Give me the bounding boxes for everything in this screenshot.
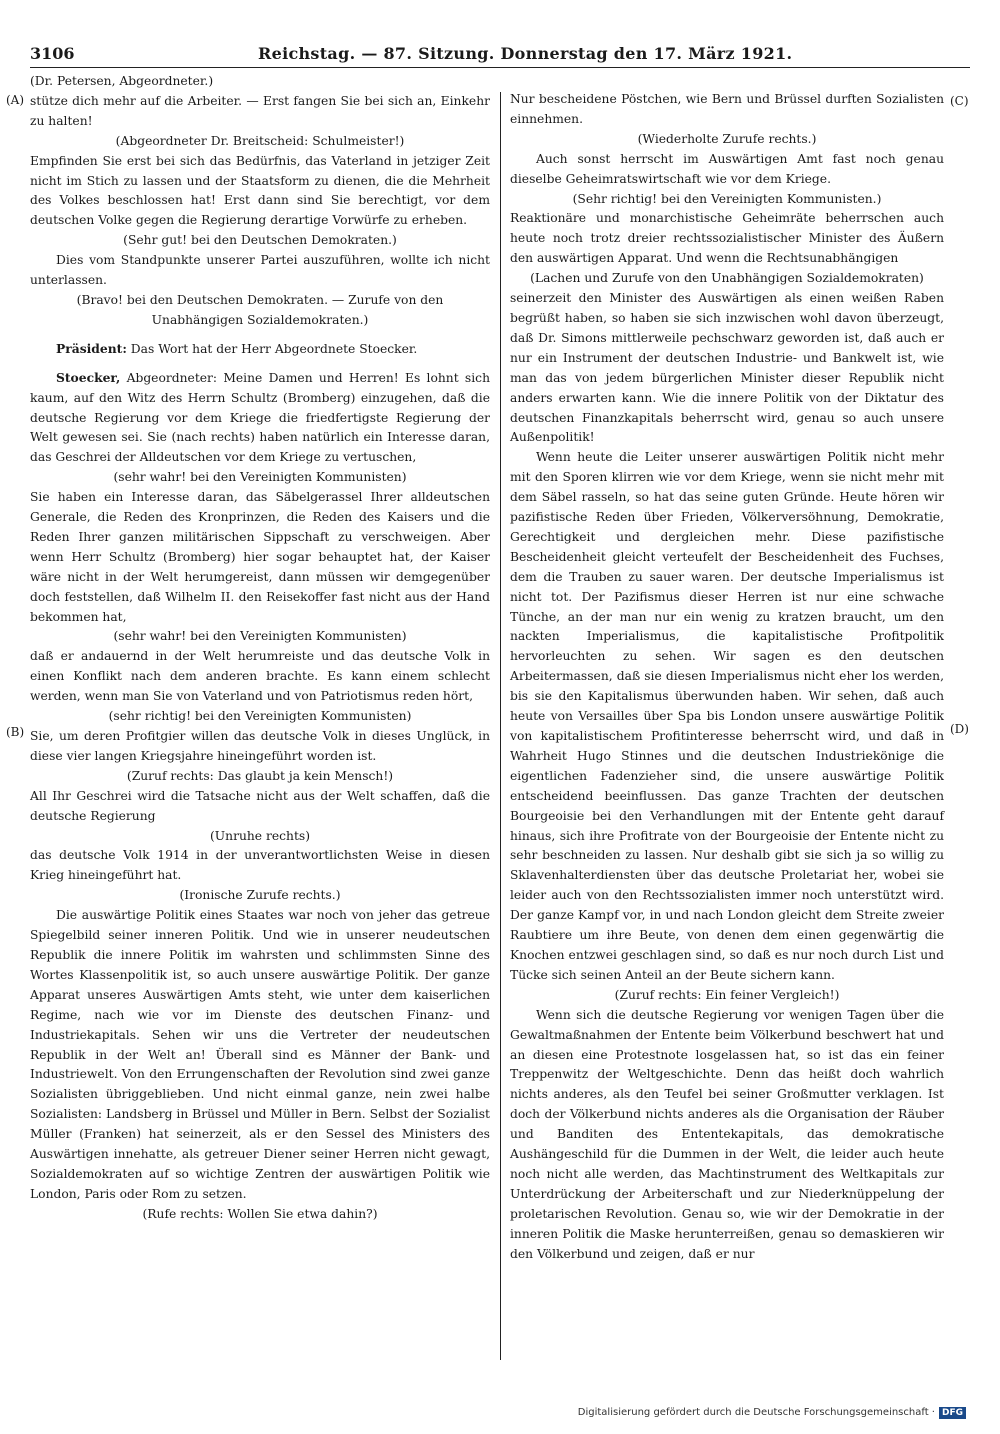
paragraph-text: (sehr wahr! bei den Vereinigten Kommunisten) <box>113 470 407 485</box>
paragraph <box>30 291 490 331</box>
speaker-label: Stoecker, <box>56 369 121 385</box>
paragraph-text: (Sehr richtig! bei den Vereinigten Kommunisten.) <box>572 191 882 206</box>
paragraph <box>30 846 490 886</box>
paragraph-text: (Wiederholte Zurufe rechts.) <box>637 131 817 146</box>
paragraph <box>510 986 944 1006</box>
paragraph-text: Abgeordneter: Meine Damen und Herren! Es lohnt sich kaum, auf den Witz des Herrn Schultz (Bromberg) einzugehen, daß die deutsche Regierung vor dem Kriege die friedfertigste Regierung der Welt gewesen sei. Sie (nach rechts) haben natürlich ein Interesse daran, das Geschrei der Alldeutschen vor dem Kriege zu vertuschen, <box>30 370 490 465</box>
footer-credit <box>578 1407 966 1419</box>
paragraph-text: Die auswärtige Politik eines Staates war noch von jeher das getreue Spiegelbild seiner inneren Politik. Und wie in unserer neudeutschen Republik die innere Politik im wahrsten und schlimmsten Sinne des Wortes Klassenpolitik ist, so auch unsere auswärtige Politik. Der ganze Apparat unseres Auswärtigen Amts steht, wie unter dem kaiserlichen Regime, nach wie vor im Dienste des deutschen Finanz- und Industriekapitals. Sehen wir uns die Vertreter der neudeutschen Republik in der Welt an! Überall sind es Männer der Bank- und Industriewelt. Von den Errungenschaften der Revolution sind zwei ganze Sozialisten übriggeblieben. Und nicht einmal ganze, nein zwei halbe Sozialisten: Landsberg in Brüssel und Müller in Bern. Selbst der Sozialist Müller (Franken) hat seinerzeit, als er den Sessel des Ministers des Auswärtigen innehatte, als getreuer Diener seiner Herren nicht gewagt, Sozialdemokraten auf so wichtige Zentren der auswärtigen Politik wie London, Paris oder Rom zu setzen. <box>30 908 490 1201</box>
paragraph-text: Sie haben ein Interesse daran, das Säbelgerassel Ihrer alldeutschen Generale, die Reden des Kronprinzen, die Reden des Kaisers und die Reden Ihrer ganzen militärischen Sippschaft zu verschweigen. Aber wenn Herr Schultz (Bromberg) hier sogar behauptet hat, der Kaiser wäre nicht in der Welt herumgereist, dann müssen wir demgegenüber doch feststellen, daß Wilhelm II. den Reisekoffer fast nicht aus der Hand bekommen hat, <box>30 490 490 624</box>
paragraph-text: (sehr wahr! bei den Vereinigten Kommunisten) <box>113 629 407 644</box>
right-text-column <box>510 90 944 1264</box>
paragraph <box>30 1205 490 1225</box>
page-running-title: Reichstag. — 87. Sitzung. Donnerstag den 17. März 1921. <box>258 44 793 63</box>
paragraph-text: (Bravo! bei den Deutschen Demokraten. — Zurufe von den Unabhängigen Sozialdemokraten.) <box>76 292 444 327</box>
paragraph-text: (sehr richtig! bei den Vereinigten Kommunisten) <box>108 709 412 724</box>
paragraph-text: (Unruhe rechts) <box>210 828 310 843</box>
paragraph <box>30 468 490 488</box>
footer-text: Digitalisierung gefördert durch die Deutsche Forschungsgemeinschaft · <box>577 1407 935 1418</box>
header-rule <box>30 67 970 68</box>
speaker-label: Präsident: <box>56 340 127 356</box>
paragraph-text: seinerzeit den Minister des Auswärtigen als einen weißen Raben begrüßt haben, so haben sie sich inzwischen wohl davon überzeugt, daß Dr. Simons mittlerweile pechschwarz geworden ist, daß auch er nur ein Instrument der deutschen Industrie- und Bankwelt ist, wie man das von jedem bürgerlichen Minister dieser Republik nicht anders erwarten kann. Wie die innere Politik von der Diktatur des deutschen Finanzkapitals beherrscht wird, genau so auch unsere Außenpolitik! <box>510 291 944 445</box>
paragraph-text: das deutsche Volk 1914 in der unverantwortlichsten Weise in diesen Krieg hineingeführt hat. <box>30 848 490 883</box>
paragraph-text: Sie, um deren Profitgier willen das deutsche Volk in dieses Unglück, in diese vier langen Kriegsjahre hineingeführt worden ist. <box>30 729 490 763</box>
margin-marker-d: (D) <box>950 722 969 736</box>
paragraph-text: daß er andauernd in der Welt herumreiste und das deutsche Volk in einen Konflikt nach dem anderen brachte. Es kann einem schlecht werden, wenn man Sie von Vaterland und von Patriotismus reden hört, <box>30 649 490 704</box>
paragraph-text: Nur bescheidene Pöstchen, wie Bern und Brüssel durften Sozialisten einnehmen. <box>510 92 944 126</box>
paragraph-text: (Sehr gut! bei den Deutschen Demokraten.) <box>123 233 397 248</box>
paragraph-text: stütze dich mehr auf die Arbeiter. — Erst fangen Sie bei sich an, Einkehr zu halten! <box>30 93 490 128</box>
paragraph <box>30 72 490 92</box>
paragraph <box>510 209 944 269</box>
paragraph <box>510 448 944 985</box>
paragraph-text: Das Wort hat der Herr Abgeordnete Stoecker. <box>130 341 418 356</box>
paragraph-text: (Ironische Zurufe rechts.) <box>179 888 341 903</box>
paragraph-text: All Ihr Geschrei wird die Tatsache nicht aus der Welt schaffen, daß die deutsche Regierung <box>30 788 490 823</box>
paragraph <box>30 627 490 647</box>
paragraph <box>30 251 490 291</box>
paragraph <box>510 1006 944 1265</box>
paragraph <box>30 787 490 827</box>
paragraph <box>30 906 490 1205</box>
paragraph-text: (Dr. Petersen, Abgeordneter.) <box>30 74 214 88</box>
paragraph-text: Dies vom Standpunkte unserer Partei auszuführen, wollte ich nicht unterlassen. <box>30 253 490 288</box>
paragraph-text: Reaktionäre und monarchistische Geheimräte beherrschen auch heute noch trotz dreier rechtssozialistischer Minister des Äußern den auswärtigen Apparat. Und wenn die Rechtsunabhängigen <box>510 211 944 266</box>
paragraph-text: (Zuruf rechts: Ein feiner Vergleich!) <box>614 987 840 1002</box>
margin-marker-b: (B) <box>6 725 25 739</box>
paragraph <box>30 886 490 906</box>
paragraph <box>510 90 944 130</box>
paragraph <box>510 150 944 190</box>
paragraph <box>30 707 490 727</box>
paragraph <box>30 92 490 132</box>
paragraph-text: (Rufe rechts: Wollen Sie etwa dahin?) <box>142 1206 378 1221</box>
paragraph <box>30 152 490 232</box>
paragraph <box>30 339 490 360</box>
paragraph-text: Wenn heute die Leiter unserer auswärtigen Politik nicht mehr mit den Sporen klirren wie vor dem Kriege, wenn sie nicht mehr mit dem Säbel rasseln, so hat das seine guten Gründe. Heute hören wir pazifistische Reden über Frieden, Völkerversöhnung, Demokratie, Gerechtigkeit und dergleichen mehr. Diese pazifistische Bescheidenheit gleicht verteufelt der Bescheidenheit des Fuchses, dem die Trauben zu sauer waren. Der deutsche Imperialismus ist nicht tot. Der Pazifismus dieser Herren ist nur eine schwache Tünche, an der man nur ein wenig zu kratzen braucht, um den nackten Imperialismus, die kapitalistische Profitpolitik hervorleuchten zu sehen. Wir sagen es den deutschen Arbeitermassen, daß sie diesen Imperialismus nicht eher los werden, bis sie den Kapitalismus überwunden haben. Wir sehen, daß auch heute von Versailles über Spa bis London unsere auswärtige Politik von kapitalistischem Profitinteresse beherrscht wird, und daß in Wahrheit Hugo Stinnes und die deutschen Industriekönige die eigentlichen Fadenzieher sind, die unsere auswärtige Politik entscheidend beeinflussen. Das ganze Trachten der deutschen Bourgeoisie bei den Verhandlungen mit der Entente geht darauf hinaus, sich ihre Profitrate von der Bourgeoisie der Entente nicht zu sehr beschneiden zu lassen. Nur deshalb gibt sie sich ja so willig zu Sklavenhalterdiensten über das deutsche Proletariat her, wobei sie leider auch von den Rechtssozialisten immer noch unterstützt wird. Der ganze Kampf vor, in und nach London gleicht dem Streite zweier Raubtiere um ihre Beute, von denen dem einen gegenwärtig die Knochen entzwei geschlagen sind, so daß es nur noch durch List und Tücke sich seinen Anteil an der Beute sichern kann. <box>510 450 944 982</box>
margin-marker-a: (A) <box>6 93 25 107</box>
paragraph <box>30 368 490 469</box>
left-text-column <box>30 72 490 1225</box>
paragraph <box>510 269 944 289</box>
paragraph <box>30 231 490 251</box>
paragraph-text: (Lachen und Zurufe von den Unabhängigen Sozialdemokraten) <box>530 271 924 286</box>
paragraph <box>30 132 490 152</box>
paragraph-text: (Abgeordneter Dr. Breitscheid: Schulmeister!) <box>115 133 405 148</box>
paragraph <box>510 130 944 150</box>
paragraph <box>30 767 490 787</box>
dfg-logo: DFG <box>939 1407 966 1419</box>
paragraph <box>510 289 944 448</box>
page-header <box>30 44 990 68</box>
paragraph <box>510 190 944 210</box>
paragraph-text: (Zuruf rechts: Das glaubt ja kein Mensch!) <box>126 768 394 783</box>
column-divider <box>500 92 501 1360</box>
page-number: 3106 <box>30 44 75 63</box>
paragraph-text: Empfinden Sie erst bei sich das Bedürfnis, das Vaterland in jetziger Zeit nicht im Stich zu lassen und der Staatsform zu dienen, die die Mehrheit des Volkes beschlossen hat! Erst dann sind Sie berechtigt, vor dem deutschen Volke gegen die Regierung derartige Vorwürfe zu erheben. <box>30 153 490 228</box>
paragraph <box>30 827 490 847</box>
margin-marker-c: (C) <box>950 94 969 108</box>
paragraph-text: Auch sonst herrscht im Auswärtigen Amt fast noch genau dieselbe Geheimratswirtschaft wie vor dem Kriege. <box>510 151 944 186</box>
paragraph <box>30 727 490 767</box>
paragraph <box>30 488 490 627</box>
paragraph-text: Wenn sich die deutsche Regierung vor wenigen Tagen über die Gewaltmaßnahmen der Entente beim Völkerbund beschwert hat und an diesen eine Protestnote losgelassen hat, so ist das ein feiner Treppenwitz der Weltgeschichte. Denn das heißt doch wahrlich nichts anderes, als den Teufel bei seiner Großmutter verklagen. Ist doch der Völkerbund nichts anderes als die Organisation der Räuber und Banditen des Ententekapitals, das demokratische Aushängeschild für die Dummen in der Welt, die leider auch heute noch nicht alle werden, das Machtinstrument des Weltkapitals zur Unterdrückung der Arbeiterschaft und zur Niederknüppelung der proletarischen Revolution. Genau so, wie wir der Demokratie in der inneren Politik die Maske herunterreißen, genau so demaskieren wir den Völkerbund und zeigen, daß er nur <box>510 1007 944 1261</box>
paragraph <box>30 647 490 707</box>
